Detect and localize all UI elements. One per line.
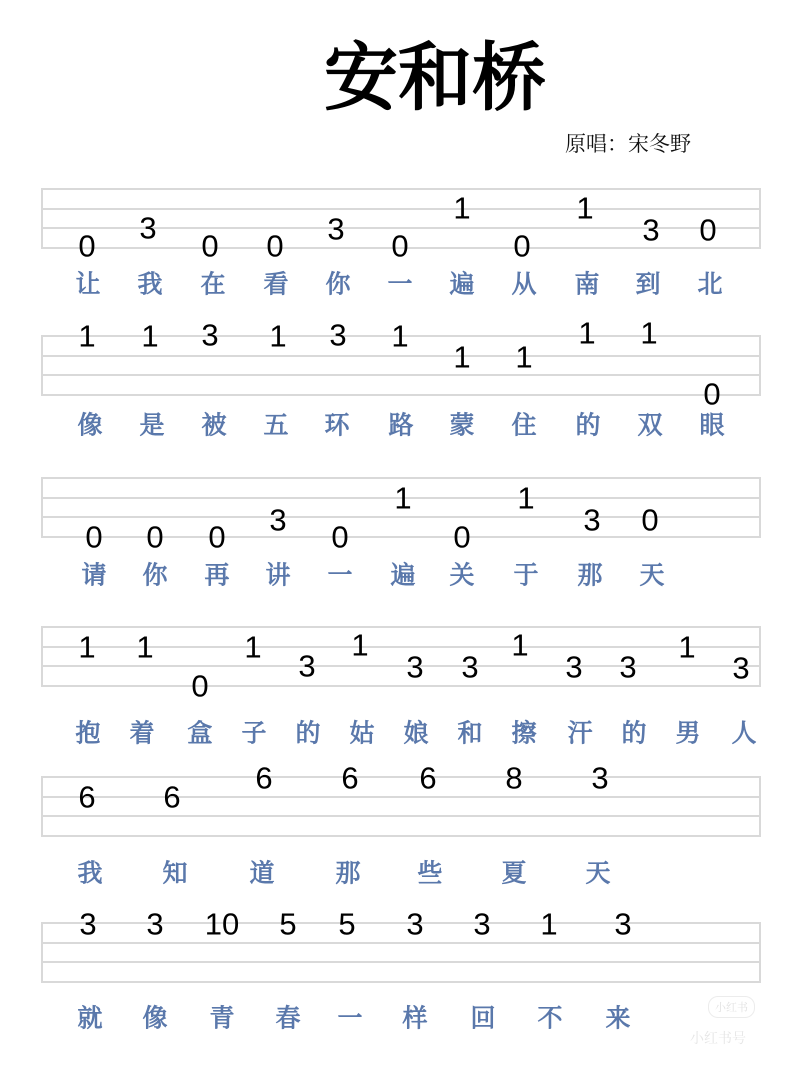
lyric-char: 再 bbox=[204, 560, 230, 590]
lyric-char: 的 bbox=[575, 410, 601, 440]
tab-note: 1 bbox=[517, 480, 535, 516]
lyric-char: 住 bbox=[511, 410, 537, 440]
tab-note: 3 bbox=[642, 212, 660, 248]
tab-note: 0 bbox=[699, 212, 717, 248]
string-line bbox=[43, 374, 759, 376]
lyric-char: 像 bbox=[142, 1003, 168, 1033]
lyric-char: 来 bbox=[605, 1003, 631, 1033]
tab-note: 3 bbox=[614, 906, 632, 942]
tab-note: 1 bbox=[453, 190, 471, 226]
lyric-char: 道 bbox=[249, 858, 275, 888]
tab-note: 0 bbox=[191, 668, 209, 704]
tab-note: 3 bbox=[329, 317, 347, 353]
string-line bbox=[43, 665, 759, 667]
string-line bbox=[43, 942, 759, 944]
lyric-char: 眼 bbox=[699, 410, 725, 440]
tab-note: 1 bbox=[269, 318, 287, 354]
lyric-char: 路 bbox=[388, 410, 414, 440]
watermark-text: 小红书号 bbox=[690, 1031, 746, 1047]
lyric-char: 盒 bbox=[187, 718, 213, 748]
tab-note: 3 bbox=[298, 648, 316, 684]
tab-note: 1 bbox=[136, 629, 154, 665]
lyric-char: 那 bbox=[335, 858, 361, 888]
lyric-char: 五 bbox=[263, 410, 289, 440]
tab-note: 1 bbox=[453, 339, 471, 375]
tab-note: 1 bbox=[576, 190, 594, 226]
tab-note: 1 bbox=[394, 480, 412, 516]
tab-note: 0 bbox=[513, 228, 531, 264]
watermark-badge: 小红书 bbox=[708, 996, 755, 1018]
tab-note: 3 bbox=[565, 649, 583, 685]
lyric-char: 我 bbox=[137, 269, 163, 299]
lyric-char: 天 bbox=[585, 858, 611, 888]
tab-note: 3 bbox=[732, 650, 750, 686]
tab-note: 3 bbox=[583, 502, 601, 538]
tab-note: 3 bbox=[201, 317, 219, 353]
lyric-char: 请 bbox=[81, 560, 107, 590]
lyric-char: 从 bbox=[511, 269, 537, 299]
tab-note: 1 bbox=[351, 627, 369, 663]
lyric-char: 的 bbox=[621, 718, 647, 748]
tab-note: 1 bbox=[511, 627, 529, 663]
lyric-char: 擦 bbox=[511, 718, 537, 748]
lyric-char: 知 bbox=[162, 858, 188, 888]
lyric-char: 遍 bbox=[390, 560, 416, 590]
tab-staff bbox=[41, 776, 761, 837]
tab-note: 1 bbox=[578, 315, 596, 351]
lyric-char: 夏 bbox=[501, 858, 527, 888]
lyric-char: 让 bbox=[75, 269, 101, 299]
lyric-char: 环 bbox=[324, 410, 350, 440]
lyric-char: 你 bbox=[325, 269, 351, 299]
tab-note: 1 bbox=[640, 315, 658, 351]
tab-note: 1 bbox=[678, 629, 696, 665]
string-line bbox=[43, 355, 759, 357]
tab-note: 3 bbox=[461, 649, 479, 685]
tab-note: 8 bbox=[505, 760, 523, 796]
lyric-char: 被 bbox=[201, 410, 227, 440]
lyric-char: 在 bbox=[200, 269, 226, 299]
tab-note: 6 bbox=[163, 779, 181, 815]
tab-note: 1 bbox=[244, 629, 262, 665]
tab-note: 0 bbox=[146, 519, 164, 555]
lyric-char: 着 bbox=[129, 718, 155, 748]
lyric-char: 子 bbox=[241, 718, 267, 748]
lyric-char: 青 bbox=[209, 1003, 235, 1033]
lyric-char: 就 bbox=[77, 1003, 103, 1033]
tab-note: 0 bbox=[266, 228, 284, 264]
tab-note: 0 bbox=[208, 519, 226, 555]
lyric-char: 人 bbox=[731, 718, 757, 748]
lyric-char: 讲 bbox=[265, 560, 291, 590]
lyric-char: 一 bbox=[327, 560, 353, 590]
original-singer: 原唱：宋冬野 bbox=[565, 132, 691, 156]
tab-note: 3 bbox=[139, 210, 157, 246]
tab-note: 0 bbox=[703, 376, 721, 412]
tab-note: 0 bbox=[641, 502, 659, 538]
tab-note: 5 bbox=[279, 906, 297, 942]
tab-note: 1 bbox=[515, 339, 533, 375]
tab-note: 3 bbox=[269, 502, 287, 538]
tab-note: 0 bbox=[391, 228, 409, 264]
tab-note: 5 bbox=[338, 906, 356, 942]
tab-note: 0 bbox=[85, 519, 103, 555]
lyric-char: 双 bbox=[637, 410, 663, 440]
tab-note: 10 bbox=[204, 906, 240, 942]
tab-note: 3 bbox=[146, 906, 164, 942]
tab-note: 0 bbox=[201, 228, 219, 264]
tab-note: 6 bbox=[419, 760, 437, 796]
lyric-char: 的 bbox=[295, 718, 321, 748]
lyric-char: 些 bbox=[417, 858, 443, 888]
lyric-char: 南 bbox=[574, 269, 600, 299]
lyric-char: 一 bbox=[387, 269, 413, 299]
lyric-char: 于 bbox=[513, 560, 539, 590]
lyric-char: 男 bbox=[675, 718, 701, 748]
tab-note: 0 bbox=[331, 519, 349, 555]
lyric-char: 天 bbox=[639, 560, 665, 590]
tab-note: 3 bbox=[406, 649, 424, 685]
tab-note: 1 bbox=[141, 318, 159, 354]
tab-note: 1 bbox=[78, 318, 96, 354]
lyric-char: 娘 bbox=[403, 718, 429, 748]
tab-note: 3 bbox=[406, 906, 424, 942]
song-title: 安和桥 bbox=[324, 35, 546, 121]
string-line bbox=[43, 815, 759, 817]
lyric-char: 姑 bbox=[349, 718, 375, 748]
tab-note: 3 bbox=[79, 906, 97, 942]
tab-note: 3 bbox=[327, 211, 345, 247]
lyric-char: 样 bbox=[402, 1003, 428, 1033]
tab-note: 6 bbox=[341, 760, 359, 796]
lyric-char: 北 bbox=[697, 269, 723, 299]
tab-note: 3 bbox=[619, 649, 637, 685]
string-line bbox=[43, 796, 759, 798]
tab-note: 0 bbox=[78, 228, 96, 264]
lyric-char: 你 bbox=[142, 560, 168, 590]
tab-note: 1 bbox=[391, 318, 409, 354]
tab-note: 6 bbox=[78, 779, 96, 815]
lyric-char: 抱 bbox=[75, 718, 101, 748]
lyric-char: 关 bbox=[449, 560, 475, 590]
string-line bbox=[43, 961, 759, 963]
lyric-char: 不 bbox=[537, 1003, 563, 1033]
tab-note: 1 bbox=[78, 629, 96, 665]
tab-note: 6 bbox=[255, 760, 273, 796]
lyric-char: 一 bbox=[337, 1003, 363, 1033]
lyric-char: 是 bbox=[139, 410, 165, 440]
tab-note: 1 bbox=[540, 906, 558, 942]
tab-note: 3 bbox=[591, 760, 609, 796]
lyric-char: 春 bbox=[275, 1003, 301, 1033]
lyric-char: 我 bbox=[77, 858, 103, 888]
lyric-char: 和 bbox=[457, 718, 483, 748]
lyric-char: 像 bbox=[77, 410, 103, 440]
lyric-char: 蒙 bbox=[449, 410, 475, 440]
lyric-char: 看 bbox=[263, 269, 289, 299]
tab-note: 0 bbox=[453, 519, 471, 555]
lyric-char: 汗 bbox=[567, 718, 593, 748]
lyric-char: 遍 bbox=[449, 269, 475, 299]
lyric-char: 回 bbox=[470, 1003, 496, 1033]
lyric-char: 到 bbox=[635, 269, 661, 299]
tab-note: 3 bbox=[473, 906, 491, 942]
lyric-char: 那 bbox=[577, 560, 603, 590]
